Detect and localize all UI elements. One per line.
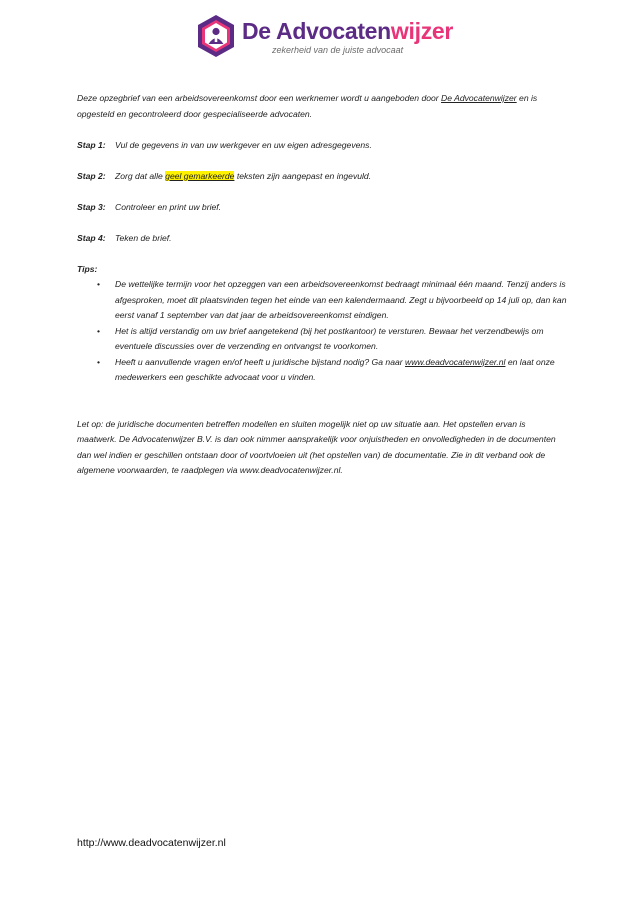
list-item — [97, 324, 567, 355]
disclaimer-paragraph: Let op: de juridische documenten betreffen modellen en sluiten mogelijk niet op uw situatie aan. Het opstellen ervan is maatwerk. De Advocatenwijzer B.V. is dan ook nimmer aansprakelijk voor onjuistheden en onvolledigheden in de documenten dan wel indien er geschillen ontstaan door of voortvloeien uit (het opstellen van) de documentatie. Zie in dit verband ook de algemene voorwaarden, te raadplegen via www.deadvocatenwijzer.nl. — [77, 418, 556, 475]
brand-name: De Advocatenwijzer — [242, 18, 454, 44]
highlighted-text: geel gemarkeerde — [165, 170, 235, 181]
bullet-icon: • — [97, 356, 101, 367]
step-label: Stap 1: — [77, 139, 106, 150]
step-text: Vul de gegevens in van uw werkgever en uw eigen adresgegevens. — [115, 139, 372, 150]
step-4 — [77, 231, 567, 247]
intro-paragraph: Deze opzegbrief van een arbeidsovereenkomst door een werknemer wordt u aangeboden door De Advocatenwijzer en is opgesteld en gecontroleerd door gespecialiseerde advocaten. — [77, 93, 538, 119]
tip-text: De wettelijke termijn voor het opzeggen van een arbeidsovereenkomst bedraagt minimaal één maand. Tenzij anders is afgesproken, moet dit plaatsvinden tegen het einde van een kalendermaand. Zegt u bijvoorbeeld op 14 juli op, dan kan eerst vanaf 1 september van dat jaar de arbeidsovereenkomst eindigen. — [115, 279, 567, 320]
intro-brand-link[interactable]: De Advocatenwijzer — [441, 93, 517, 103]
tip-text: Het is altijd verstandig om uw brief aangetekend (bij het postkantoor) te versturen. Bewaar het verzendbewijs om eventuele discussies over de verzending en ontvangst te voorkomen. — [115, 325, 544, 351]
step-label: Stap 4: — [77, 232, 106, 243]
step-2 — [77, 169, 567, 185]
step-3 — [77, 200, 567, 216]
step-label: Stap 2: — [77, 170, 106, 181]
list-item — [97, 355, 567, 386]
brand-tagline: zekerheid van de juiste advocaat — [272, 45, 404, 55]
tips-list — [77, 277, 567, 386]
step-text: Controleer en print uw brief. — [115, 201, 222, 212]
list-item — [97, 277, 567, 324]
brand-logo — [196, 14, 454, 62]
bullet-icon: • — [97, 325, 101, 336]
footer-url[interactable]: http://www.deadvocatenwijzer.nl — [77, 837, 226, 849]
step-label: Stap 3: — [77, 201, 106, 212]
step-text: Zorg dat alle geel gemarkeerde teksten zijn aangepast en ingevuld. — [115, 170, 372, 181]
bullet-icon: • — [97, 279, 101, 289]
document-body — [77, 91, 567, 479]
step-text: Teken de brief. — [115, 232, 172, 243]
website-link[interactable]: www.deadvocatenwijzer.nl — [405, 356, 506, 367]
tip-text: Heeft u aanvullende vragen en/of heeft u juridische bijstand nodig? Ga naar www.deadvocatenwijzer.nl en laat onze medewerkers een geschikte advocaat voor u vinden. — [115, 356, 555, 382]
step-1 — [77, 138, 567, 154]
tips-heading: Tips: — [77, 263, 98, 274]
advocate-icon — [196, 14, 236, 58]
